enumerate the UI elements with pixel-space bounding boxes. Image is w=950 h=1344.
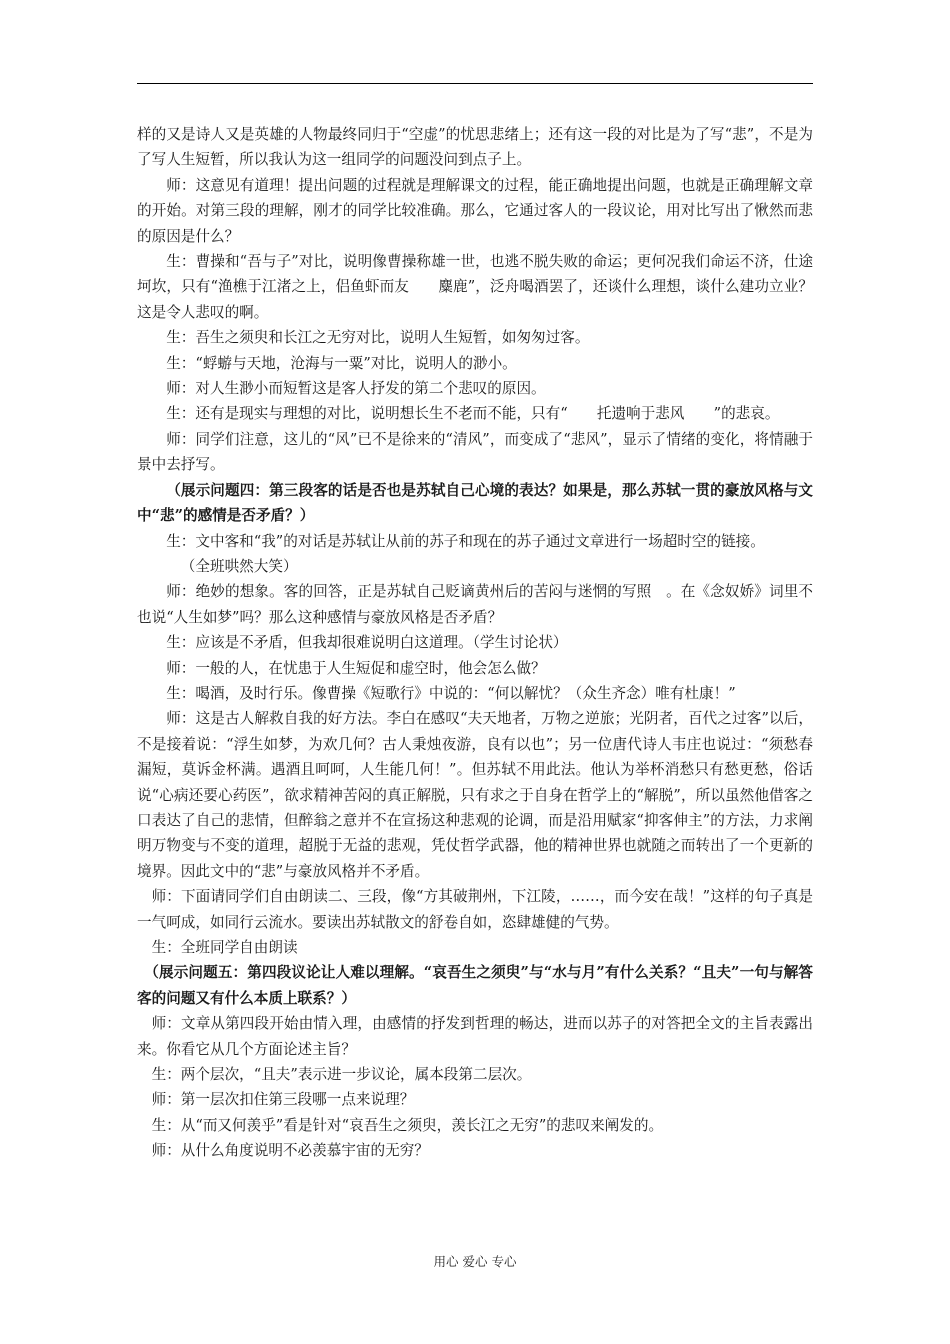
paragraph: 师：从什么角度说明不必羡慕宇宙的无穷？ (151, 1142, 429, 1160)
paragraph: 师：这是古人解救自我的好方法。李白在感叹“夫天地者，万物之逆旅；光阴者，百代之过客”以后，不是接着说：“浮生如梦，为欢几何？古人秉烛夜游，良有以也”；另一位唐代诗人韦庄也说过：“须愁春漏短，莫诉金杯满。遇酒且呵呵，人生能几何！”。但苏轼不用此法。他认为举杯消愁只有愁更愁，俗话说“心病还要心药医”，欲求精神苦闷的真正解脱，只有求之于自身在哲学上的“解脱”，所以虽然他借客之口表达了自己的悲情，但醉翁之意并不在宣扬这种悲观的论调，而是沿用赋家“抑客伸主”的方法，力求阐明万物变与不变的道理，超脱于无益的悲观，凭仗哲学武器，他的精神世界也就随之而转出了一个更新的境界。因此文中的“悲”与豪放风格并不矛盾。 (137, 710, 813, 880)
question-heading: （展示问题五：第四段议论让人难以理解。“哀吾生之须臾”与“水与月”有什么关系？“且夫”一句与解答客的问题又有什么本质上联系？） (137, 964, 813, 1007)
page-footer: 用心 爱心 专心 (433, 1254, 517, 1269)
paragraph: 生：喝酒，及时行乐。像曹操《短歌行》中说的：“何以解忧？（众生齐念）唯有杜康！” (166, 684, 736, 702)
paragraph: 师：这意见有道理！提出问题的过程就是理解课文的过程，能正确地提出问题，也就是正确理解文章的开始。对第三段的理解，刚才的同学比较准确。那么，它通过客人的一段议论，用对比写出了愀然而悲的原因是什么？ (137, 176, 813, 245)
paragraph: 样的又是诗人又是英雄的人物最终同归于“空虚”的忧思悲绪上；还有这一段的对比是为了写“悲”，不是为了写人生短暂，所以我认为这一组同学的问题没问到点子上。 (137, 126, 813, 169)
stage-note: （全班哄然大笑） (180, 557, 298, 575)
paragraph: 生：吾生之须臾和长江之无穷对比，说明人生短暂，如匆匆过客。 (166, 329, 590, 347)
paragraph: 师：同学们注意，这儿的“风”已不是徐来的“清风”，而变成了“悲风”，显示了情绪的变化，将情融于景中去抒写。 (137, 430, 813, 474)
question-heading: （展示问题四：第三段客的话是否也是苏轼自己心境的表达？如果是，那么苏轼一贯的豪放风格与文中“悲”的感情是否矛盾？） (137, 481, 813, 525)
document-body (137, 122, 813, 1164)
paragraph: 师：第一层次扣住第三段哪一点来说理？ (151, 1091, 415, 1109)
paragraph: 师：绝妙的想象。客的回答，正是苏轼自己贬谪黄州后的苦闷与迷惘的写照 。在《念奴娇》词里不也说“人生如梦”吗？那么这种感情与豪放风格是否矛盾？ (137, 583, 813, 626)
paragraph: 生：“蜉蝣与天地，沧海与一粟”对比，说明人的渺小。 (166, 354, 517, 372)
paragraph: 师：一般的人，在忧患于人生短促和虚空时，他会怎么做？ (166, 659, 546, 677)
paragraph: 生：全班同学自由朗读 (151, 939, 298, 956)
paragraph: 生：文中客和“我”的对话是苏轼让从前的苏子和现在的苏子通过文章进行一场超时空的链接。 (166, 532, 765, 550)
paragraph: 生：曹操和“吾与子”对比，说明像曹操称雄一世，也逃不脱失败的命运；更何况我们命运不济，仕途坷坎，只有“渔樵于江渚之上，侣鱼虾而友 麋鹿”，泛舟喝酒罢了，还谈什么理想，谈什么建功立业？这是令人悲叹的啊。 (137, 253, 813, 321)
paragraph: 师：下面请同学们自由朗读二、三段，像“方其破荆州，下江陵，……，而今安在哉！”这样的句子真是一气呵成，如同行云流水。要读出苏轼散文的舒卷自如，恣肆雄健的气势。 (137, 888, 813, 931)
paragraph: 师：文章从第四段开始由情入理，由感情的抒发到哲理的畅达，进而以苏子的对答把全文的主旨表露出来。你看它从几个方面论述主旨？ (137, 1015, 813, 1058)
paragraph: 生：从“而又何羡乎”看是针对“哀吾生之须臾，羡长江之无穷”的悲叹来阐发的。 (151, 1116, 664, 1134)
header-rule (137, 83, 813, 84)
paragraph: 生：还有是现实与理想的对比，说明想长生不老而不能，只有“ 托遗响于悲风 ”的悲哀。 (166, 405, 780, 423)
paragraph: 师：对人生渺小而短暂这是客人抒发的第二个悲叹的原因。 (166, 380, 546, 398)
paragraph: 生：应该是不矛盾，但我却很难说明白这道理。（学生讨论状） (166, 634, 568, 652)
paragraph: 生：两个层次，“且夫”表示进一步议论，属本段第二层次。 (151, 1066, 532, 1084)
